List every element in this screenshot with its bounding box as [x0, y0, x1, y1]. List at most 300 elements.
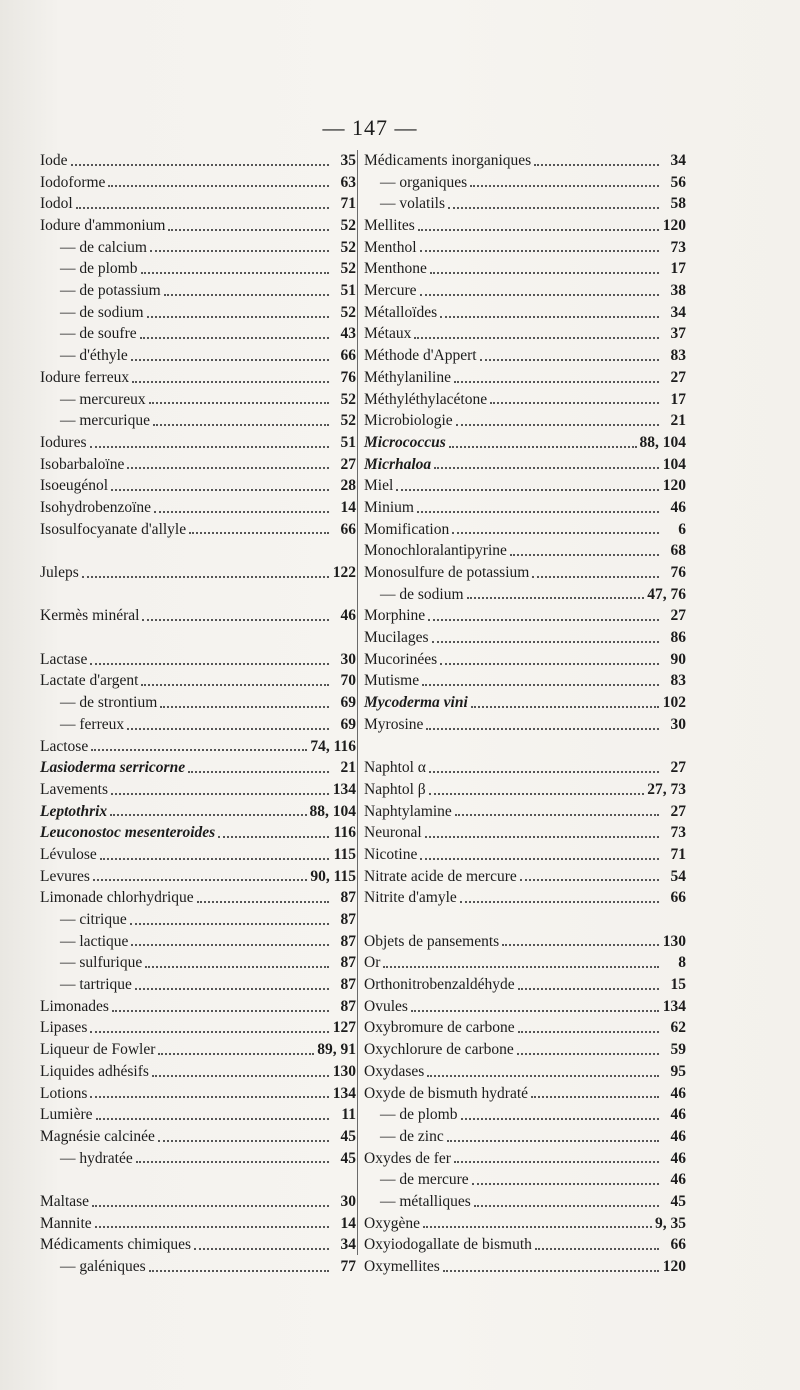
page-reference: 134: [662, 997, 686, 1015]
page-reference: 30: [340, 1192, 356, 1210]
page-reference: 27: [670, 802, 686, 820]
index-entry: [40, 1104, 356, 1126]
index-term: Oxyde de bismuth hydraté: [364, 1084, 529, 1102]
page-reference: 89, 91: [317, 1041, 356, 1059]
index-term: Levures: [40, 867, 90, 885]
dot-leader: [127, 466, 329, 469]
page-reference: 46: [670, 498, 686, 516]
dot-leader: [470, 184, 659, 187]
index-entry: [364, 237, 686, 259]
page-reference: 6: [678, 520, 686, 538]
index-entry: [40, 757, 356, 779]
index-entry: [40, 258, 356, 280]
dot-leader: [194, 1247, 329, 1250]
page-reference: 47, 76: [647, 585, 686, 603]
dot-leader: [449, 445, 637, 448]
dot-leader: [429, 792, 645, 795]
dot-leader: [140, 336, 329, 339]
dot-leader: [420, 293, 660, 296]
page-reference: 134: [332, 1084, 356, 1102]
dot-leader: [460, 900, 659, 903]
index-entry: [364, 1083, 686, 1105]
index-term: Limonades: [40, 997, 109, 1015]
dot-leader: [136, 1160, 329, 1163]
dot-leader: [440, 315, 659, 318]
dot-leader: [111, 488, 329, 491]
index-term: Objets de pansements: [364, 932, 500, 950]
index-entry: [40, 1234, 356, 1256]
index-entry: [40, 1039, 356, 1061]
index-term: Micrhaloa: [364, 455, 432, 473]
page-reference: 66: [340, 520, 356, 538]
index-term: Méthylaniline: [364, 368, 451, 386]
index-entry: [364, 540, 686, 562]
dot-leader: [518, 987, 659, 990]
index-term: Or: [364, 954, 381, 972]
dot-leader: [158, 1052, 314, 1055]
page-reference: 130: [662, 932, 686, 950]
index-term: Lasioderma serricorne: [40, 759, 186, 777]
dot-leader: [96, 1117, 329, 1120]
index-term: Mellites: [364, 217, 415, 235]
dot-leader: [142, 618, 329, 621]
column-divider: [357, 150, 358, 1255]
dot-leader: [93, 878, 307, 881]
index-column-left: [40, 150, 356, 1278]
page-reference: 115: [333, 845, 356, 863]
dot-leader: [71, 163, 329, 166]
index-entry: [364, 671, 686, 693]
page-reference: 88, 104: [639, 433, 686, 451]
page-reference: 21: [670, 412, 686, 430]
index-term: — de mercure: [380, 1171, 469, 1189]
dot-leader: [467, 596, 645, 599]
index-term: Neuronal: [364, 824, 422, 842]
page-reference: 21: [340, 759, 356, 777]
index-entry: [40, 779, 356, 801]
index-entry: [40, 605, 356, 627]
index-term: Lactate d'argent: [40, 672, 139, 690]
page-reference: 30: [670, 715, 686, 733]
dot-leader: [147, 315, 329, 318]
page-reference: 30: [340, 650, 356, 668]
dot-leader: [434, 466, 659, 469]
page-reference: 14: [340, 1214, 356, 1232]
page-reference: 87: [340, 911, 356, 929]
dot-leader: [532, 575, 659, 578]
index-term: — tartrique: [60, 976, 132, 994]
index-term: — de plomb: [60, 260, 138, 278]
page-reference: 46: [340, 607, 356, 625]
index-term: — d'éthyle: [60, 347, 128, 365]
index-entry: [364, 475, 686, 497]
index-entry: [364, 562, 686, 584]
index-entry: [364, 822, 686, 844]
index-term: — de zinc: [380, 1127, 444, 1145]
page-reference: 51: [340, 433, 356, 451]
dot-leader: [490, 401, 659, 404]
page-reference: 90: [670, 650, 686, 668]
page-reference: 76: [670, 564, 686, 582]
dot-leader: [188, 770, 329, 773]
dot-leader: [168, 228, 329, 231]
index-term: Monosulfure de potassium: [364, 564, 530, 582]
page-reference: 120: [662, 477, 686, 495]
index-entry: [364, 1039, 686, 1061]
page-reference: 9, 35: [655, 1214, 686, 1232]
page-reference: 70: [340, 672, 356, 690]
index-term: Méthode d'Appert: [364, 347, 477, 365]
index-term: Ovules: [364, 997, 408, 1015]
index-entry: [40, 822, 356, 844]
index-entry: [40, 150, 356, 172]
index-term: Oxyiodogallate de bismuth: [364, 1236, 532, 1254]
index-entry: [40, 844, 356, 866]
page-reference: 69: [340, 694, 356, 712]
index-term: Leuconostoc mesenteroides: [40, 824, 216, 842]
index-term: Minium: [364, 498, 414, 516]
page-reference: 83: [670, 347, 686, 365]
page-reference: 66: [340, 347, 356, 365]
index-entry: [364, 432, 686, 454]
index-column-right: [364, 150, 686, 1278]
index-entry: [364, 996, 686, 1018]
index-entry: [40, 1256, 356, 1278]
index-term: Mycoderma vini: [364, 694, 468, 712]
index-term: Nitrite d'amyle: [364, 889, 457, 907]
page-reference: 27: [340, 455, 356, 473]
index-term: — citrique: [60, 911, 127, 929]
dot-leader: [448, 206, 659, 209]
index-entry: [40, 454, 356, 476]
index-term: Limonade chlorhydrique: [40, 889, 194, 907]
dot-leader: [461, 1117, 660, 1120]
index-entry: [40, 1126, 356, 1148]
index-term: — lactique: [60, 932, 129, 950]
index-entry: [40, 172, 356, 194]
index-entry: [364, 1256, 686, 1278]
page-reference: 46: [670, 1106, 686, 1124]
index-entry: [364, 1234, 686, 1256]
page-reference: 130: [332, 1062, 356, 1080]
index-term: Mannite: [40, 1214, 92, 1232]
index-entry: [364, 952, 686, 974]
index-entry: [40, 887, 356, 909]
index-entry: [364, 519, 686, 541]
index-spacer: [40, 627, 356, 649]
dot-leader: [383, 965, 659, 968]
dot-leader: [90, 1030, 329, 1033]
index-term: Iodure d'ammonium: [40, 217, 166, 235]
dot-leader: [426, 727, 659, 730]
page-reference: 43: [340, 325, 356, 343]
page-reference: 71: [340, 195, 356, 213]
page-reference: 77: [340, 1258, 356, 1276]
index-term: Nitrate acide de mercure: [364, 867, 517, 885]
index-entry: [40, 432, 356, 454]
dot-leader: [420, 249, 659, 252]
page-reference: 17: [670, 390, 686, 408]
index-entry: [364, 389, 686, 411]
dot-leader: [414, 336, 659, 339]
index-term: Oxydes de fer: [364, 1149, 451, 1167]
dot-leader: [517, 1052, 659, 1055]
page-reference: 52: [340, 390, 356, 408]
index-term: Iode: [40, 151, 68, 169]
dot-leader: [158, 1139, 329, 1142]
index-term: Nicotine: [364, 845, 418, 863]
index-term: Morphine: [364, 607, 426, 625]
page-reference: 66: [670, 889, 686, 907]
page-reference: 28: [340, 477, 356, 495]
index-term: Momification: [364, 520, 450, 538]
index-term: — métalliques: [380, 1192, 471, 1210]
index-term: Liqueur de Fowler: [40, 1041, 156, 1059]
index-term: — de strontium: [60, 694, 158, 712]
page-reference: 52: [340, 412, 356, 430]
page-reference: 46: [670, 1149, 686, 1167]
page-reference: 66: [670, 1236, 686, 1254]
page-reference: 68: [670, 542, 686, 560]
index-term: — de soufre: [60, 325, 137, 343]
index-term: Juleps: [40, 564, 79, 582]
index-entry: [364, 367, 686, 389]
index-term: Mucorinées: [364, 650, 438, 668]
dot-leader: [428, 618, 659, 621]
index-entry: [40, 237, 356, 259]
index-term: Lactase: [40, 650, 88, 668]
index-entry: [40, 215, 356, 237]
index-term: Monochloralantipyrine: [364, 542, 507, 560]
page-reference: 56: [670, 173, 686, 191]
dot-leader: [90, 1095, 329, 1098]
dot-leader: [141, 271, 330, 274]
index-term: Oxychlorure de carbone: [364, 1041, 514, 1059]
index-entry: [364, 410, 686, 432]
index-entry: [364, 258, 686, 280]
dot-leader: [427, 1074, 659, 1077]
index-entry: [364, 649, 686, 671]
index-entry: [40, 324, 356, 346]
index-entry: [364, 172, 686, 194]
index-entry: [40, 1213, 356, 1235]
index-term: — ferreux: [60, 715, 125, 733]
dot-leader: [150, 249, 329, 252]
index-term: Métaux: [364, 325, 412, 343]
dot-leader: [480, 358, 659, 361]
page-reference: 76: [340, 368, 356, 386]
index-entry: [364, 692, 686, 714]
dot-leader: [520, 878, 659, 881]
dot-leader: [164, 293, 329, 296]
index-entry: [364, 974, 686, 996]
index-entry: [40, 714, 356, 736]
index-entry: [40, 692, 356, 714]
index-term: — hydratée: [60, 1149, 133, 1167]
index-entry: [40, 410, 356, 432]
page-reference: 87: [340, 976, 356, 994]
dot-leader: [141, 683, 329, 686]
dot-leader: [218, 835, 329, 838]
index-term: Lactose: [40, 737, 89, 755]
page-reference: 54: [670, 867, 686, 885]
dot-leader: [149, 1269, 329, 1272]
dot-leader: [411, 1009, 659, 1012]
index-entry: [364, 215, 686, 237]
index-term: — de sodium: [60, 303, 144, 321]
index-spacer: [364, 736, 686, 758]
dot-leader: [132, 380, 329, 383]
dot-leader: [131, 943, 329, 946]
dot-leader: [100, 857, 329, 860]
index-term: Mercure: [364, 282, 417, 300]
index-term: Isobarbaloïne: [40, 455, 125, 473]
index-entry: [40, 931, 356, 953]
dot-leader: [455, 813, 659, 816]
index-entry: [40, 671, 356, 693]
page-reference: 8: [678, 954, 686, 972]
index-term: Isoeugénol: [40, 477, 109, 495]
index-entry: [40, 497, 356, 519]
index-entry: [364, 302, 686, 324]
index-entry: [364, 1213, 686, 1235]
index-entry: [364, 1126, 686, 1148]
page-reference: 71: [670, 845, 686, 863]
dot-leader: [154, 510, 329, 513]
page-reference: 63: [340, 173, 356, 191]
index-entry: [364, 1148, 686, 1170]
page-reference: 58: [670, 195, 686, 213]
page-reference: 62: [670, 1019, 686, 1037]
dot-leader: [95, 1225, 329, 1228]
page-reference: 45: [340, 1149, 356, 1167]
index-term: Maltase: [40, 1192, 90, 1210]
dot-leader: [110, 813, 306, 816]
dot-leader: [531, 1095, 659, 1098]
index-term: — organiques: [380, 173, 468, 191]
index-spacer: [40, 1169, 356, 1191]
index-entry: [364, 757, 686, 779]
index-entry: [364, 887, 686, 909]
index-entry: [40, 996, 356, 1018]
index-term: Iodure ferreux: [40, 368, 130, 386]
page-reference: 34: [670, 303, 686, 321]
page-reference: 15: [670, 976, 686, 994]
dot-leader: [76, 206, 329, 209]
index-entry: [40, 909, 356, 931]
index-term: — mercurique: [60, 412, 150, 430]
index-entry: [40, 952, 356, 974]
page-reference: 38: [670, 282, 686, 300]
page-reference: 11: [341, 1106, 356, 1124]
page-reference: 116: [333, 824, 356, 842]
index-term: Leptothrix: [40, 802, 108, 820]
page-reference: 122: [332, 564, 356, 582]
index-entry: [40, 193, 356, 215]
index-entry: [364, 866, 686, 888]
index-term: Liquides adhésifs: [40, 1062, 149, 1080]
index-term: Médicaments inorganiques: [364, 151, 532, 169]
index-term: Oxydases: [364, 1062, 425, 1080]
index-term: Menthol: [364, 238, 417, 256]
dot-leader: [92, 1204, 329, 1207]
page-reference: 27: [670, 368, 686, 386]
page-reference: 73: [670, 824, 686, 842]
dot-leader: [111, 792, 329, 795]
dot-leader: [447, 1139, 659, 1142]
index-entry: [40, 1061, 356, 1083]
index-entry: [364, 1169, 686, 1191]
page-reference: 87: [340, 932, 356, 950]
page-reference: 35: [340, 151, 356, 169]
index-term: Lotions: [40, 1084, 88, 1102]
index-term: Isohydrobenzoïne: [40, 498, 152, 516]
page-reference: 104: [662, 455, 686, 473]
index-term: — de plomb: [380, 1106, 458, 1124]
index-entry: [40, 367, 356, 389]
dot-leader: [149, 401, 329, 404]
page-reference: 74, 116: [310, 737, 356, 755]
dot-leader: [189, 531, 329, 534]
index-term: Lavements: [40, 780, 109, 798]
index-term: Kermès minéral: [40, 607, 140, 625]
page-reference: 83: [670, 672, 686, 690]
dot-leader: [430, 271, 659, 274]
dot-leader: [518, 1030, 659, 1033]
page-reference: 90, 115: [310, 867, 356, 885]
page-reference: 27: [670, 607, 686, 625]
page-reference: 102: [662, 694, 686, 712]
index-entry: [364, 193, 686, 215]
index-entry: [364, 1104, 686, 1126]
index-term: Menthone: [364, 260, 427, 278]
dot-leader: [127, 727, 329, 730]
index-entry: [364, 280, 686, 302]
index-entry: [40, 302, 356, 324]
index-term: Naphtol β: [364, 780, 426, 798]
index-term: Mucilages: [364, 629, 429, 647]
page-reference: 88, 104: [309, 802, 356, 820]
page-reference: 69: [340, 715, 356, 733]
dot-leader: [443, 1269, 659, 1272]
dot-leader: [145, 965, 329, 968]
index-term: Naphtol α: [364, 759, 426, 777]
index-entry: [364, 844, 686, 866]
index-entry: [364, 627, 686, 649]
index-term: Miel: [364, 477, 394, 495]
index-term: — sulfurique: [60, 954, 143, 972]
index-term: Métalloïdes: [364, 303, 438, 321]
dot-leader: [472, 1182, 659, 1185]
page-reference: 52: [340, 238, 356, 256]
dot-leader: [429, 770, 659, 773]
index-entry: [40, 801, 356, 823]
index-entry: [40, 1191, 356, 1213]
dot-leader: [112, 1009, 329, 1012]
page-reference: 73: [670, 238, 686, 256]
index-spacer: [364, 909, 686, 931]
dot-leader: [108, 184, 329, 187]
page-reference: 127: [332, 1019, 356, 1037]
index-term: — galéniques: [60, 1258, 146, 1276]
index-term: Oxymellites: [364, 1258, 440, 1276]
page-reference: 34: [670, 151, 686, 169]
index-entry: [364, 605, 686, 627]
dot-leader: [420, 857, 659, 860]
index-term: Orthonitrobenzaldéhyde: [364, 976, 515, 994]
page-reference: 27: [670, 759, 686, 777]
index-entry: [40, 649, 356, 671]
